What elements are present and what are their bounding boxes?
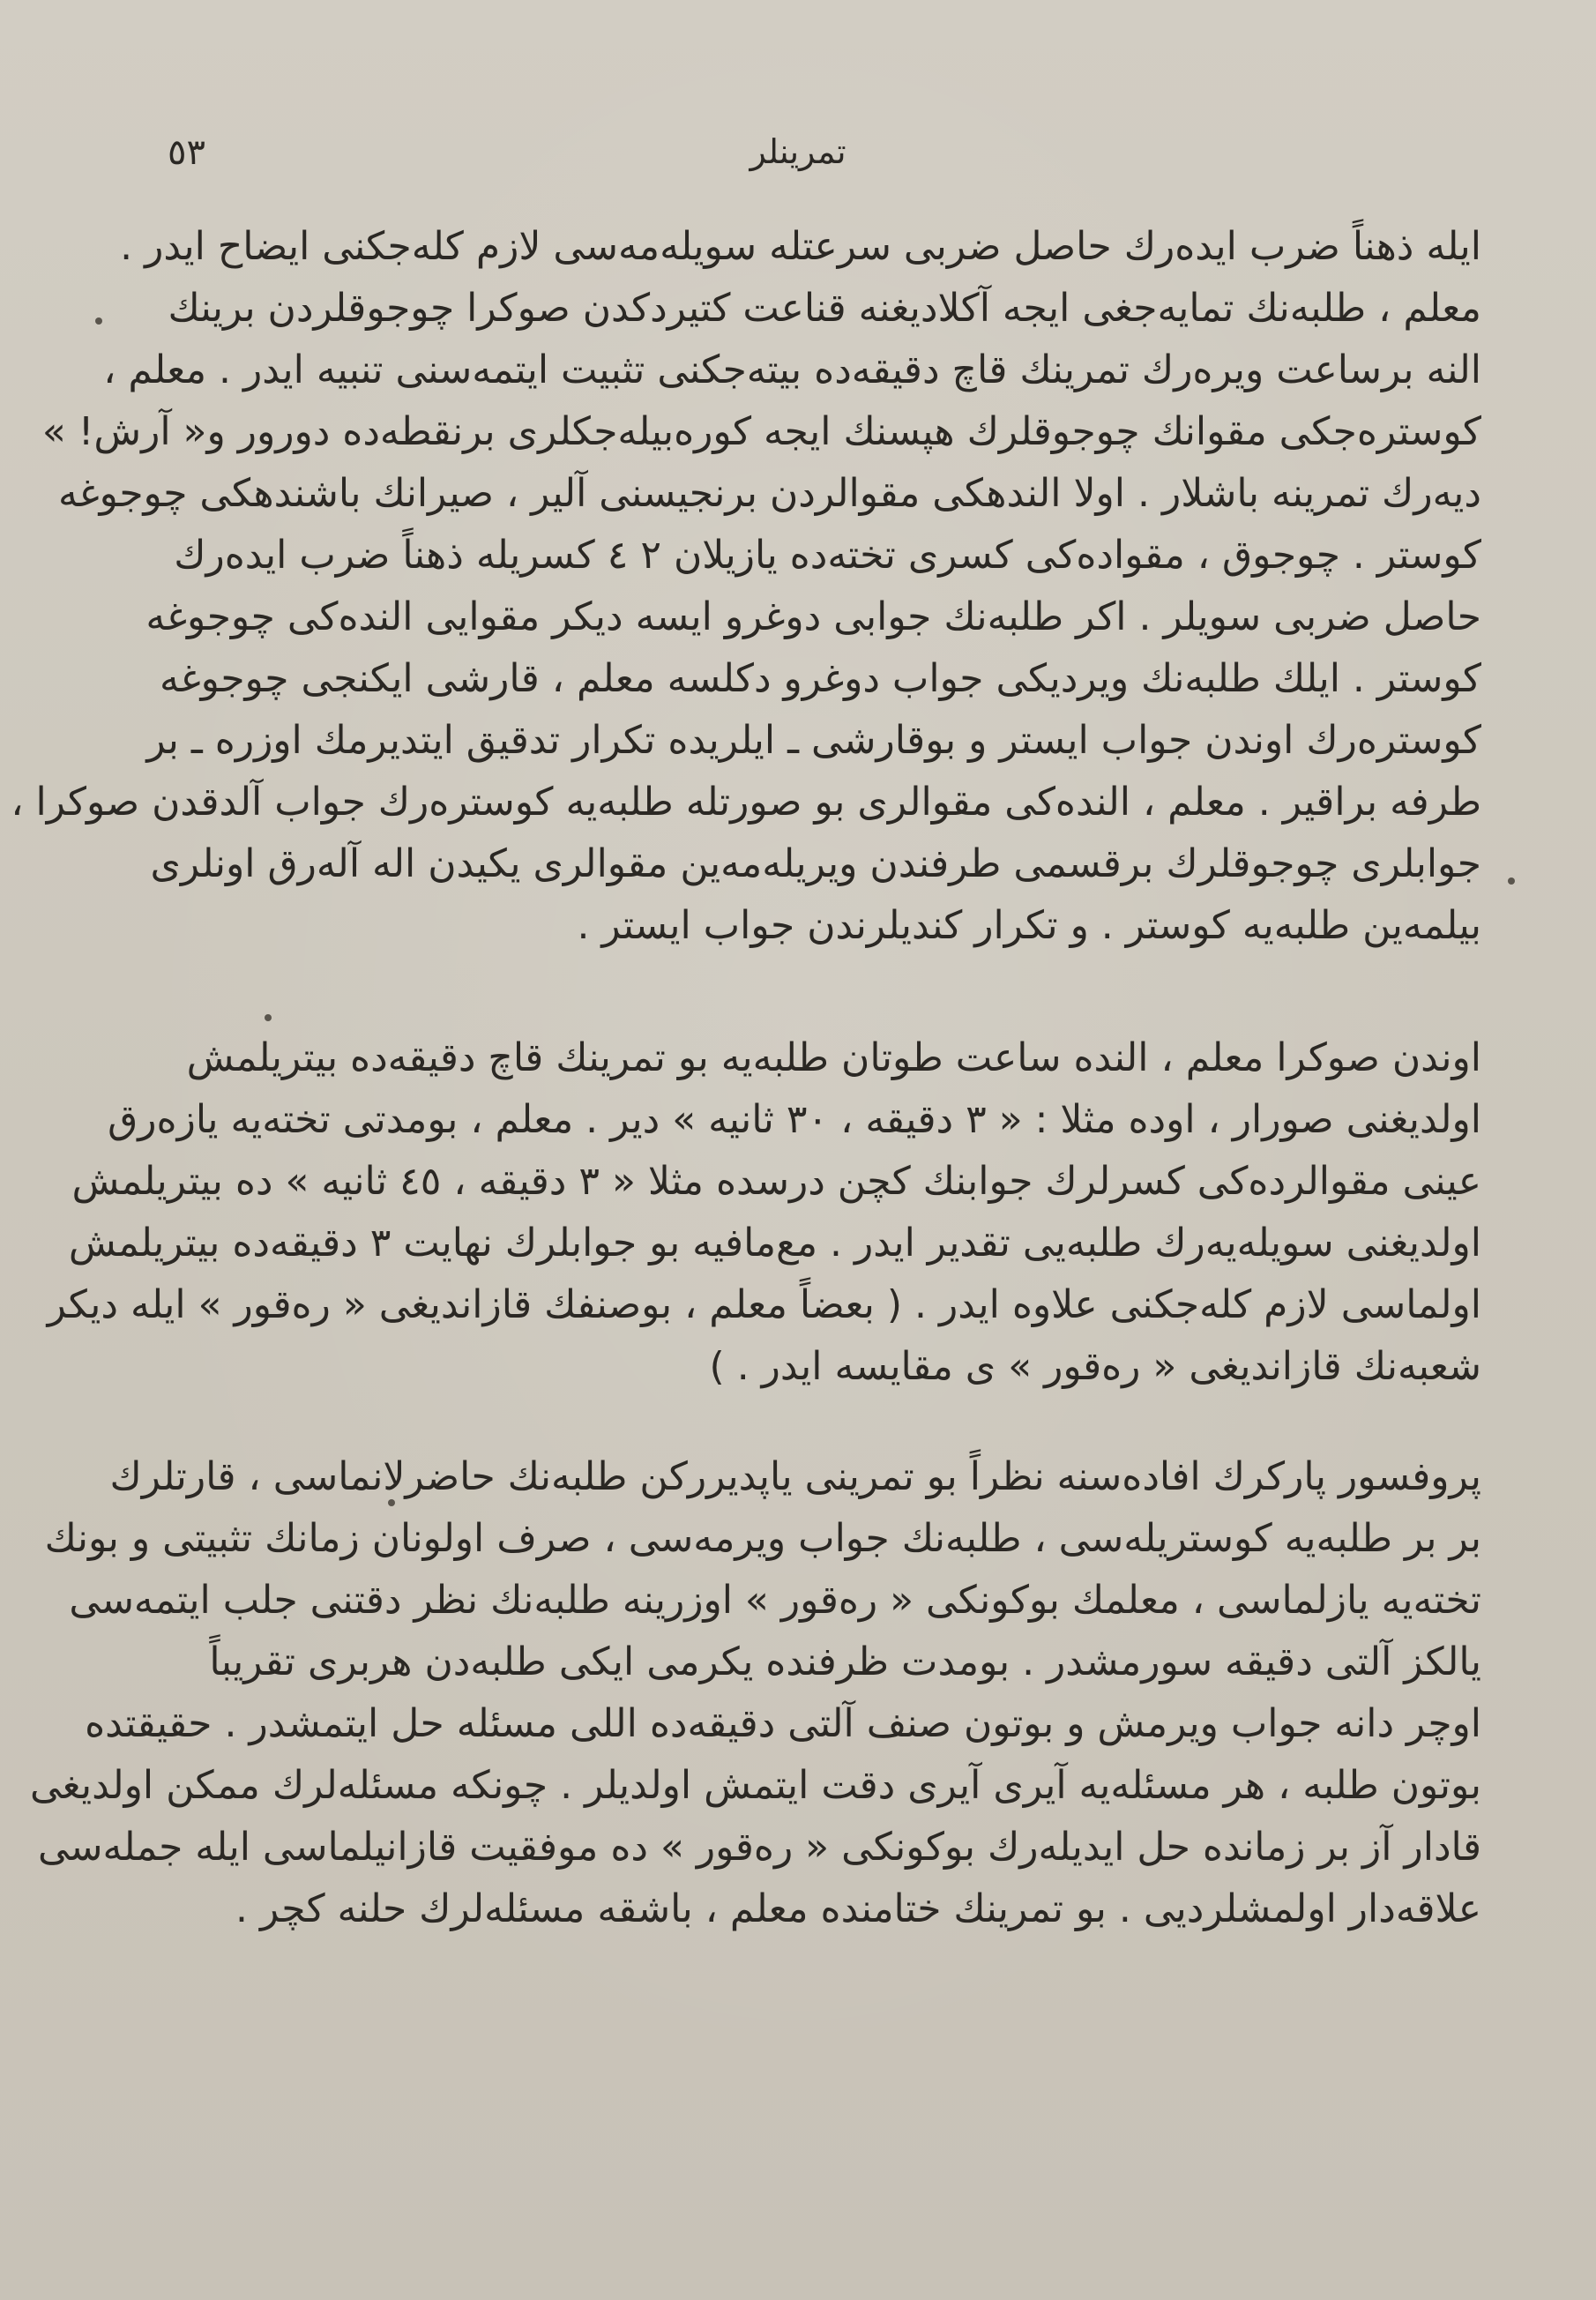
- page-header: [0, 132, 1596, 185]
- text-line: ايله ذهناً ضرب ايده‌رك حاصل ضربى سرعتله سويله‌مه‌سى لازم كله‌جكنى ايضاح ايدر .: [120, 224, 1481, 269]
- text-line: كوستره‌رك اوندن جواب ايستر و بوقارشى ـ ايلريده تكرار تدقيق ايتديرمك اوزره ـ بر: [146, 718, 1481, 763]
- paper-speck: [388, 1499, 395, 1506]
- text-line: بيلمه‌ين طلبه‌يه كوستر . و تكرار كنديلرندن جواب ايستر .: [577, 903, 1481, 948]
- text-line: كوستر . ايلك طلبه‌نك ويرديكى جواب دوغرو دكلسه معلم ، قارشى ايكنجى چوجوغه: [160, 656, 1481, 701]
- text-line: ديه‌رك تمرينه باشلار . اولا الندهكى مقوالردن برنجيسنى آلير ، صيرانك باشندهكى چوجوغه: [57, 471, 1481, 516]
- text-line: اوندن صوكرا معلم ، النده ساعت طوتان طلبه‌يه بو تمرينك قاچ دقيقه‌ده بيتريلمش: [186, 1035, 1481, 1080]
- text-line: شعبه‌نك قازانديغى « ره‌قور » ى مقايسه ايدر . ): [709, 1344, 1481, 1389]
- text-line: جوابلرى چوجوقلرك برقسمى طرفندن ويريله‌مه‌ين مقوالرى يكيدن اله آله‌رق اونلرى: [150, 841, 1481, 886]
- text-line: بوتون طلبه ، هر مسئله‌يه آيرى آيرى دقت ايتمش اولديلر . چونكه مسئله‌لرك ممكن اولديغى: [29, 1763, 1481, 1808]
- paragraph-gap: [168, 1398, 1481, 1446]
- text-line: پروفسور پاركرك افاده‌سنه نظراً بو تمرينى ياپديرركن طلبه‌نك حاضرلانماسى ، قارتلرك: [109, 1454, 1481, 1499]
- paragraph: [47, 1027, 1481, 1398]
- paper-speck: [95, 317, 102, 325]
- text-line: اوچر دانه جواب ويرمش و بوتون صنف آلتى دقيقه‌ده اللى مسئله حل ايتمشدر . حقيقتده: [85, 1701, 1481, 1746]
- paragraph: [29, 1446, 1481, 1940]
- text-line: اولديغنى سويله‌يه‌رك طلبه‌يى تقدير ايدر . مع‌مافيه بو جوابلرك نهايت ٣ دقيقه‌ده بيتريلمش: [68, 1221, 1481, 1266]
- paper-speck: [1508, 877, 1515, 885]
- text-line: حاصل ضربى سويلر . اكر طلبه‌نك جوابى دوغرو ايسه ديكر مقوايى النده‌كى چوجوغه: [145, 594, 1481, 639]
- paragraph-gap: [168, 957, 1481, 1027]
- text-line: اولديغنى صورار ، اوده مثلا : « ٣ دقيقه ، ٣٠ ثانيه » دير . معلم ، بومدتى تخته‌يه يازه‌رق: [108, 1097, 1481, 1142]
- text-line: اولماسى لازم كله‌جكنى علاوه ايدر . ( بعضاً معلم ، بوصنفك قازانديغى « ره‌قور » ايله ديكر: [47, 1282, 1481, 1327]
- text-line: كوستره‌جكى مقوانك چوجوقلرك هپسنك ايجه كوره‌بيله‌جكلرى برنقطه‌ده دورور و« آرش! »: [41, 409, 1481, 454]
- text-line: النه برساعت ويره‌رك تمرينك قاچ دقيقه‌ده بيته‌جكنى تثبيت ايتمه‌سنى تنبيه ايدر . معلم ،: [103, 347, 1481, 392]
- text-line: تخته‌يه يازلماسى ، معلمك بوكونكى « ره‌قور » اوزرينه طلبه‌نك نظر دقتنى جلب ايتمه‌سى: [69, 1578, 1481, 1623]
- body-text: [11, 216, 1481, 1940]
- text-line: بر بر طلبه‌يه كوستريله‌سى ، طلبه‌نك جواب ويرمه‌سى ، صرف اولونان زمانك تثبيتى و بونك: [44, 1516, 1481, 1561]
- paragraph: [11, 216, 1481, 957]
- paper-speck: [265, 1014, 272, 1021]
- text-line: طرفه براقير . معلم ، النده‌كى مقوالرى بو صورتله طلبه‌يه كوستره‌رك جواب آلدقدن صوكرا ،: [11, 780, 1481, 825]
- text-line: كوستر . چوجوق ، مقواده‌كى كسرى تخته‌ده يازيلان ٢ ٤ كسريله ذهناً ضرب ايده‌رك: [174, 533, 1481, 578]
- text-line: قادار آز بر زمانده حل ايديله‌رك بوكونكى « ره‌قور » ده موفقيت قازانيلماسى ايله جمله‌سى: [37, 1825, 1481, 1870]
- text-line: معلم ، طلبه‌نك تمايه‌جغى ايجه آكلاديغنه قناعت كتيردكدن صوكرا چوجوقلردن برينك: [168, 286, 1481, 331]
- page-number: ٥٣: [168, 132, 205, 173]
- running-title: تمرينلر: [750, 132, 846, 171]
- text-line: عينى مقوالرده‌كى كسرلرك جوابنك كچن درسده مثلا « ٣ دقيقه ، ٤٥ ثانيه » ده بيتريلمش: [71, 1159, 1481, 1204]
- text-line: علاقه‌دار اولمشلرديى . بو تمرينك ختامنده معلم ، باشقه مسئله‌لرك حلنه كچر .: [235, 1886, 1481, 1931]
- text-line: يالكز آلتى دقيقه سورمشدر . بومدت ظرفنده يكرمى ايكى طلبه‌دن هربرى تقريباً: [209, 1639, 1481, 1684]
